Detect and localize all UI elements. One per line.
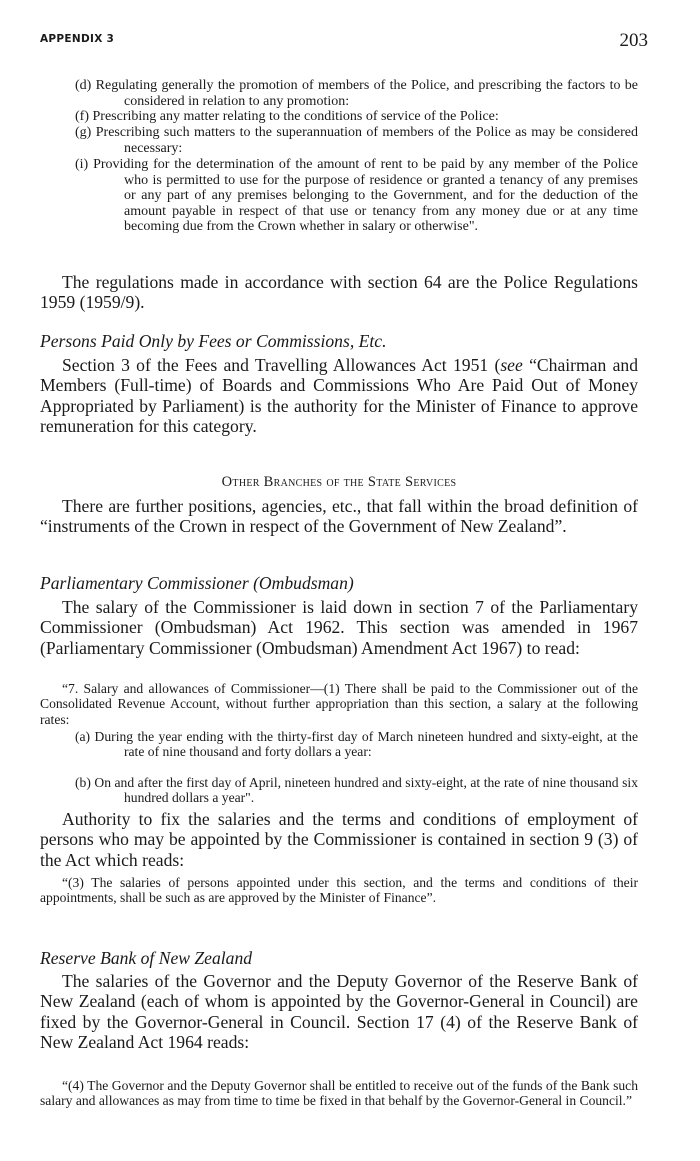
list-item-text: Regulating generally the promotion of members of the Police, and prescribing the factors to be considered in relation to any promotion: xyxy=(95,78,639,109)
fees-body-after: “Chairman and Members (Full-time) of Boards and Commissions Who Are Paid Out of Money Appropriated by Parliament) is the authority for the Minister of Finance to approve remuneration for this category. xyxy=(40,355,638,437)
list-item-d xyxy=(75,78,638,109)
section-fees-body xyxy=(40,355,638,437)
section-ombudsman-body2: Authority to fix the salaries and the terms and conditions of employment of persons who may be appointed by the Commissioner is contained in section 9 (3) of the Act which reads: xyxy=(40,809,638,870)
quote-item-label: (b) xyxy=(75,775,91,790)
ombudsman-quote-item-b xyxy=(75,775,638,806)
fees-body-see: see xyxy=(500,355,523,375)
ombudsman-quote-item-a xyxy=(75,729,638,760)
list-item-i xyxy=(75,157,638,235)
list-item-text: Prescribing any matter relating to the conditions of service of the Police: xyxy=(92,109,499,124)
section-other-body: There are further positions, agencies, etc., that fall within the broad definition of “instruments of the Crown in respect of the Government of New Zealand”. xyxy=(40,496,638,537)
ombudsman-quote2: “(3) The salaries of persons appointed under this section, and the terms and conditions of their appointments, shall be such as are approved by the Minister of Finance”. xyxy=(40,875,638,906)
list-item-f xyxy=(75,109,638,125)
running-head: APPENDIX 3 xyxy=(40,33,115,45)
list-item-label: (i) xyxy=(75,157,89,172)
section-reserve-body: The salaries of the Governor and the Deputy Governor of the Reserve Bank of New Zealand (each of whom is appointed by the Governor-General in Council) are fixed by the Governor-General in Council. Section 17 (4) of the Reserve Bank of New Zealand Act 1964 reads: xyxy=(40,971,638,1053)
list-item-label: (f) xyxy=(75,109,89,124)
section-ombudsman-body: The salary of the Commissioner is laid down in section 7 of the Parliamentary Commissioner (Ombudsman) Act 1962. This section was amended in 1967 (Parliamentary Commissioner (Ombudsman) Amendment Act 1967) to read: xyxy=(40,597,638,658)
section-reserve-heading: Reserve Bank of New Zealand xyxy=(40,948,253,968)
ombudsman-quote-intro: “7. Salary and allowances of Commissioner—(1) There shall be paid to the Commissioner out of the Consolidated Revenue Account, without further appropriation than this section, a salary at the following rates: xyxy=(40,681,638,727)
page-number: 203 xyxy=(619,30,648,51)
list-item-text: Prescribing such matters to the superannuation of members of the Police as may be considered necessary: xyxy=(95,125,638,156)
paragraph-regulations: The regulations made in accordance with section 64 are the Police Regulations 1959 (1959/9). xyxy=(40,272,638,313)
quote-item-text: On and after the first day of April, nineteen hundred and sixty-eight, at the rate of nine thousand six hundred dollars a year". xyxy=(94,775,638,806)
list-item-label: (g) xyxy=(75,125,92,140)
section-ombudsman-heading: Parliamentary Commissioner (Ombudsman) xyxy=(40,573,354,593)
quote-item-label: (a) xyxy=(75,729,91,744)
quote-item-text: During the year ending with the thirty-first day of March nineteen hundred and sixty-eight, at the rate of nine thousand and forty dollars a year: xyxy=(94,729,638,760)
section-other-heading: Other Branches of the State Services xyxy=(221,474,457,490)
section-fees-heading: Persons Paid Only by Fees or Commissions, Etc. xyxy=(40,331,387,351)
fees-body-before: Section 3 of the Fees and Travelling Allowances Act 1951 ( xyxy=(62,355,501,375)
list-item-label: (d) xyxy=(75,78,92,93)
list-item-text: Providing for the determination of the amount of rent to be paid by any member of the Police who is permitted to use for the purpose of residence or granted a tenancy of any premises or any part of any premises belonging to the Government, and for the deduction of the amount payable in respect of that use or tenancy from any money due or at any time becoming due from the Crown whether in salary or otherwise". xyxy=(93,157,638,235)
reserve-quote: “(4) The Governor and the Deputy Governor shall be entitled to receive out of the funds of the Bank such salary and allowances as may from time to time be fixed in that behalf by the Governor-General in Council.” xyxy=(40,1078,638,1109)
list-item-g xyxy=(75,125,638,156)
